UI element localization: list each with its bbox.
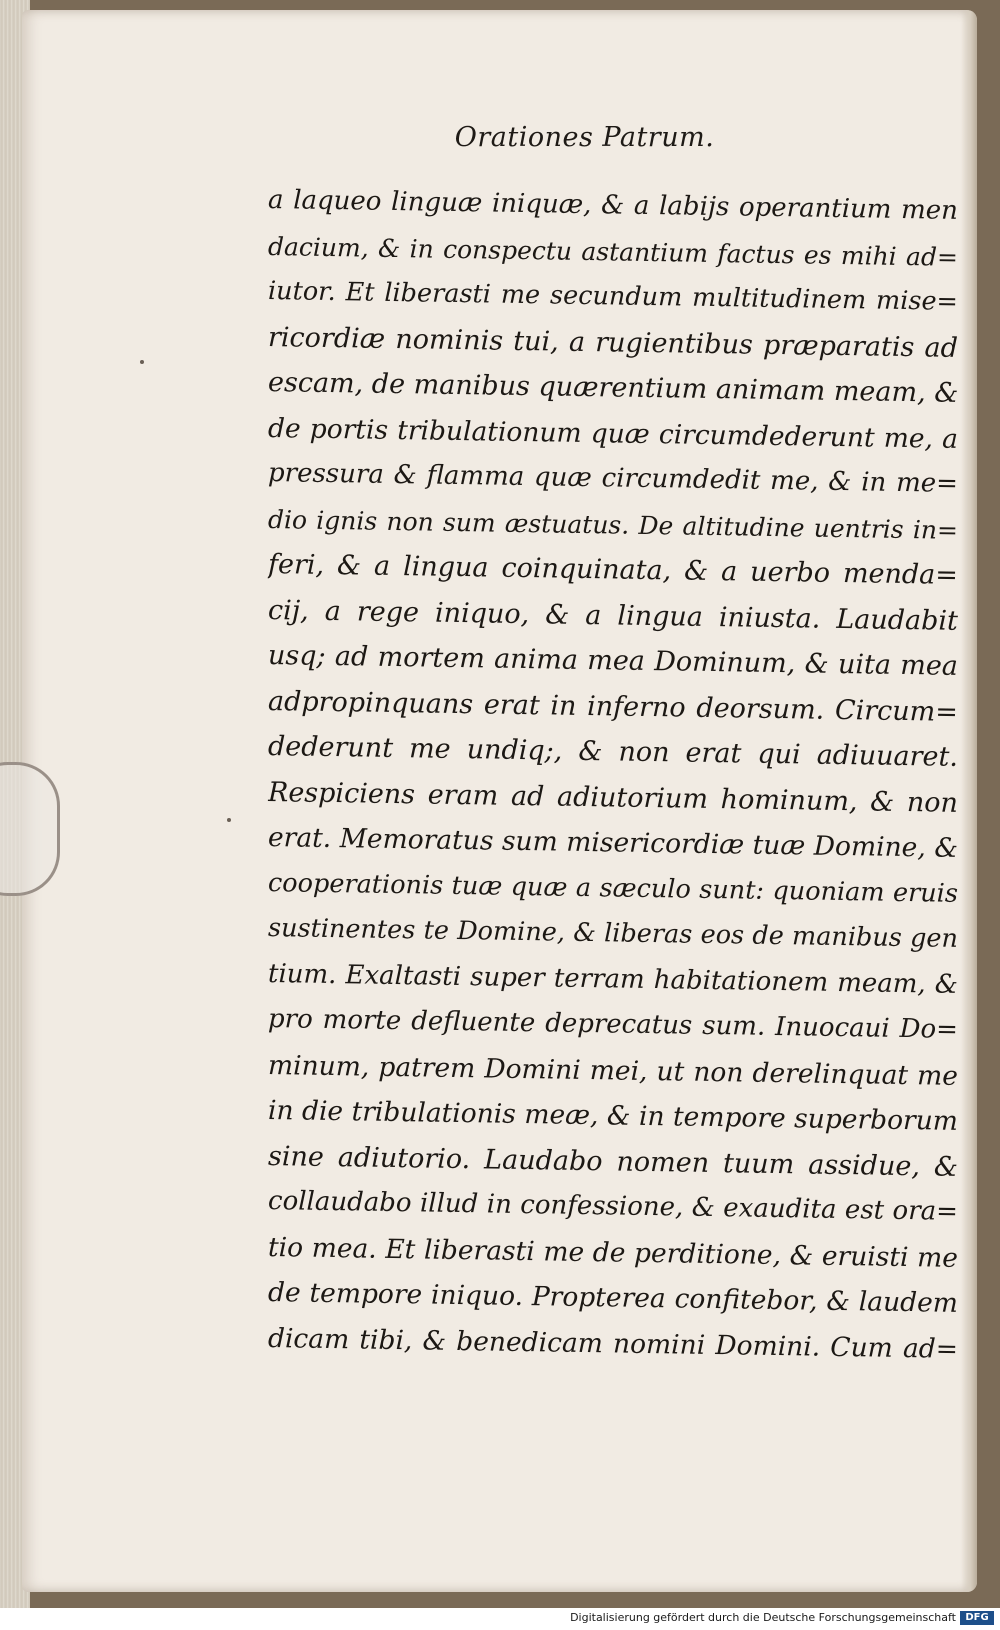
page-right-edge: [961, 10, 977, 1592]
text-line: in die tribulationis meæ, & in tempore superborum: [267, 1095, 959, 1137]
body-text: [267, 178, 959, 1365]
digitization-credit: Digitalisierung gefördert durch die Deutsche Forschungsgemeinschaft: [570, 1611, 956, 1624]
text-line: escam, de manibus quærentium animam meam, &: [267, 367, 959, 409]
text-line: collaudabo illud in confessione, & exaudita est ora=: [267, 1186, 959, 1227]
running-header: Orationes Patrum.: [454, 122, 715, 153]
text-line: dio ignis non sum æstuatus. De altitudine uentris in=: [267, 504, 959, 545]
text-line: a laqueo linguæ iniquæ, & a labijs operantium men: [267, 185, 959, 226]
text-line: iutor. Et liberasti me secundum multitudinem mise=: [267, 276, 959, 317]
text-line: dicam tibi, & benedicam nomini Domini. Cum ad=: [267, 1322, 959, 1365]
text-line: cij, a rege iniquo, & a lingua iniusta. Laudabit: [267, 594, 959, 637]
page-clip: [0, 762, 60, 896]
text-line: pressura & flamma quæ circumdedit me, & in me=: [267, 458, 959, 499]
ink-speck: [140, 360, 144, 364]
text-line: minum, patrem Domini mei, ut non derelinquat me: [267, 1049, 959, 1092]
text-line: tium. Exaltasti super terram habitationem meam, &: [267, 958, 959, 1000]
text-line: de portis tribulationum quæ circumdederunt me, a: [267, 412, 959, 455]
text-line: ricordiæ nominis tui, a rugientibus præparatis ad: [267, 321, 959, 364]
text-line: usq; ad mortem anima mea Dominum, & uita mea: [267, 640, 959, 682]
text-line: dederunt me undiq;, & non erat qui adiuuaret.: [267, 731, 959, 773]
text-line: erat. Memoratus sum misericordiæ tuæ Domine, &: [267, 822, 959, 864]
text-line: dacium, & in conspectu astantium factus es mihi ad=: [267, 231, 959, 272]
text-line: sustinentes te Domine, & liberas eos de manibus gen: [267, 913, 959, 954]
book-page: [22, 10, 977, 1592]
text-line: pro morte defluente deprecatus sum. Inuocaui Do=: [267, 1004, 959, 1045]
ink-speck: [227, 818, 231, 822]
dfg-logo: DFG: [960, 1611, 994, 1625]
text-line: de tempore iniquo. Propterea confitebor, & laudem: [267, 1277, 959, 1319]
text-line: adpropinquans erat in inferno deorsum. Circum=: [267, 685, 959, 728]
text-line: Respiciens eram ad adiutorium hominum, & non: [267, 776, 959, 819]
text-line: cooperationis tuæ quæ a sæculo sunt: quoniam eruis: [267, 867, 959, 909]
text-line: sine adiutorio. Laudabo nomen tuum assidue, &: [267, 1140, 959, 1183]
text-line: tio mea. Et liberasti me de perditione, & eruisti me: [267, 1231, 959, 1274]
text-line: feri, & a lingua coinquinata, & a uerbo menda=: [267, 549, 959, 591]
